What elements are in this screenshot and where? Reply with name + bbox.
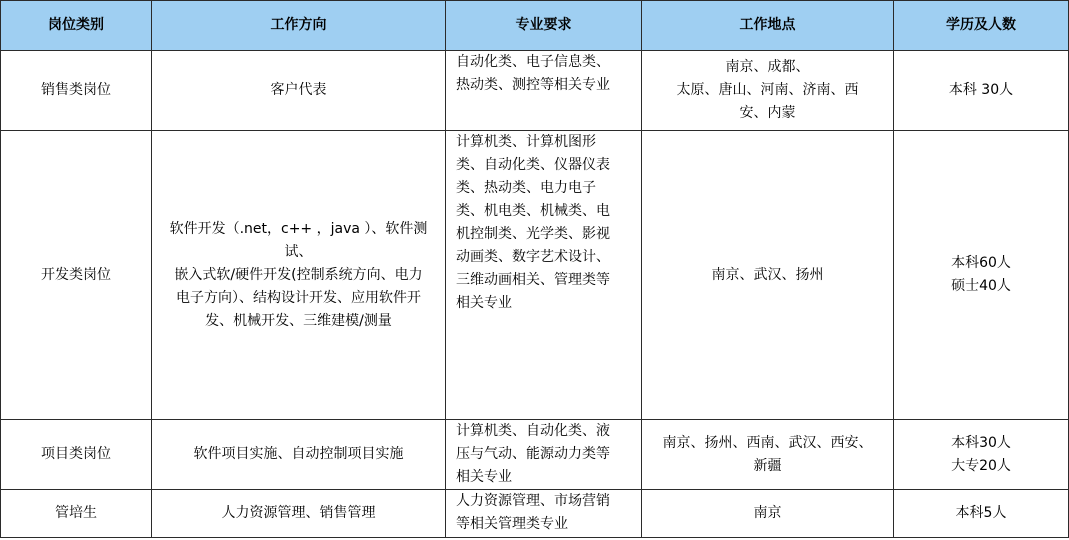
location-line: 南京	[753, 505, 782, 521]
category-cell: 销售类岗位	[1, 51, 152, 131]
direction-line: 电子方向）、结构设计开发、应用软件开	[176, 289, 421, 306]
location-line: 南京、武汉、扬州	[711, 266, 824, 283]
direction-line: 试、	[284, 243, 313, 260]
category-cell: 管培生	[1, 490, 152, 538]
header-education: 学历及人数	[894, 1, 1069, 51]
major-line: 机控制类、光学类、影视	[456, 226, 610, 242]
education-cell	[894, 131, 1069, 420]
location-line: 安、内蒙	[739, 105, 796, 121]
major-line: 动画类、数字艺术设计、	[456, 249, 610, 265]
education-line: 本科5人	[955, 505, 1007, 521]
major-cell	[446, 131, 642, 420]
location-line: 南京、成都、	[725, 59, 810, 75]
education-line: 本科30人	[951, 434, 1011, 451]
education-line: 大专20人	[951, 457, 1011, 474]
major-line: 计算机类、自动化类、液	[456, 423, 610, 439]
direction-line: 人力资源管理、销售管理	[221, 505, 376, 521]
education-cell	[894, 490, 1069, 538]
header-category: 岗位类别	[1, 1, 152, 51]
table-row	[1, 490, 1069, 538]
education-cell	[894, 51, 1069, 131]
location-line: 新疆	[753, 457, 782, 474]
major-cell	[446, 420, 642, 490]
category-cell: 开发类岗位	[1, 131, 152, 420]
major-line: 类、热动类、电力电子	[456, 180, 596, 196]
header-direction: 工作方向	[152, 1, 446, 51]
header-major: 专业要求	[446, 1, 642, 51]
major-line: 相关专业	[456, 469, 512, 485]
major-line: 热动类、测控等相关专业	[456, 77, 610, 93]
direction-line: 软件开发（.net，c++ ，java ）、软件测	[169, 220, 428, 237]
header-row	[1, 1, 1069, 51]
major-cell	[446, 490, 642, 538]
education-line: 本科60人	[951, 255, 1011, 271]
major-line: 等相关管理类专业	[456, 516, 568, 532]
category-cell: 项目类岗位	[1, 420, 152, 490]
major-line: 类、自动化类、仪器仪表	[456, 157, 610, 173]
direction-line: 嵌入式软/硬件开发(控制系统方向、电力	[174, 266, 423, 283]
major-line: 计算机类、计算机图形	[456, 134, 596, 150]
major-line: 三维动画相关、管理类等	[456, 272, 610, 288]
location-cell	[642, 51, 894, 131]
location-cell	[642, 420, 894, 490]
major-cell	[446, 51, 642, 131]
major-line: 人力资源管理、市场营销	[456, 493, 610, 509]
header-location: 工作地点	[642, 1, 894, 51]
direction-cell	[152, 490, 446, 538]
direction-line: 发、机械开发、三维建模/测量	[205, 312, 392, 329]
major-line: 压与气动、能源动力类等	[456, 446, 610, 462]
major-line: 相关专业	[456, 295, 512, 311]
direction-cell	[152, 420, 446, 490]
education-line: 本科 30人	[948, 82, 1014, 98]
table-row	[1, 51, 1069, 131]
direction-cell	[152, 131, 446, 420]
direction-line: 客户代表	[270, 82, 327, 98]
major-line: 类、机电类、机械类、电	[456, 203, 610, 219]
direction-cell	[152, 51, 446, 131]
location-cell	[642, 131, 894, 420]
location-line: 太原、唐山、河南、济南、西	[676, 82, 859, 98]
education-line: 硕士40人	[951, 278, 1011, 294]
major-line: 自动化类、电子信息类、	[456, 54, 610, 70]
table-row	[1, 131, 1069, 420]
education-cell	[894, 420, 1069, 490]
location-cell	[642, 490, 894, 538]
direction-line: 软件项目实施、自动控制项目实施	[193, 446, 404, 462]
location-line: 南京、扬州、西南、武汉、西安、	[662, 434, 873, 451]
table-row	[1, 420, 1069, 490]
